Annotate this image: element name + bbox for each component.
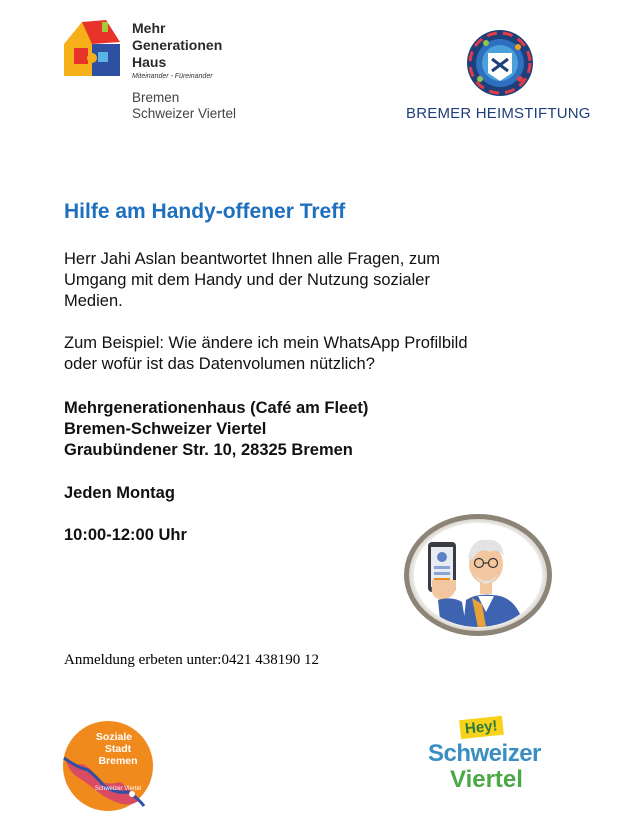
registration-text: Anmeldung erbeten unter:0421 438190 12	[64, 652, 319, 668]
address-line-3: Graubündener Str. 10, 28325 Bremen	[64, 441, 353, 459]
hey-schweizer-viertel-logo	[420, 718, 550, 798]
hey-badge: Hey!	[459, 716, 503, 739]
example-line: oder wofür ist das Datenvolumen nützlich?	[64, 355, 375, 373]
time-text: 10:00-12:00 Uhr	[64, 526, 187, 544]
sss-sub: Schweizer Viertel	[94, 786, 142, 792]
mgh-line2: Generationen	[132, 37, 223, 53]
intro-line: Herr Jahi Aslan beantwortet Ihnen alle Fragen, zum	[64, 250, 441, 268]
bremer-heimstiftung-logo	[400, 25, 600, 125]
sss-line1: Soziale	[95, 731, 133, 743]
day-text: Jeden Montag	[64, 484, 175, 502]
address-line-2: Bremen-Schweizer Viertel	[64, 420, 267, 438]
sss-line2: Stadt	[104, 743, 132, 755]
heimstiftung-emblem-icon	[464, 27, 536, 99]
house-puzzle-icon	[62, 18, 124, 80]
address-line-1: Mehrgenerationenhaus (Café am Fleet)	[64, 399, 369, 417]
intro-line: Medien.	[64, 292, 123, 310]
intro-line: Umgang mit dem Handy und der Nutzung sozialer	[64, 271, 430, 289]
mehrgenerationenhaus-logo	[62, 18, 262, 128]
intro-paragraph	[64, 249, 544, 312]
mgh-district: Schweizer Viertel	[132, 106, 237, 121]
soziale-stadt-bremen-logo	[62, 720, 154, 812]
senior-with-phone-illustration	[402, 512, 554, 638]
bhs-name: BREMER HEIMSTIFTUNG	[406, 105, 591, 122]
sss-line3: Bremen	[98, 755, 138, 767]
example-line: Zum Beispiel: Wie ändere ich mein WhatsApp Profilbild	[64, 334, 468, 352]
mgh-city: Bremen	[132, 90, 180, 105]
mgh-tagline: Miteinander - Füreinander	[132, 73, 213, 80]
example-paragraph	[64, 333, 544, 375]
page-title: Hilfe am Handy-offener Treff	[64, 200, 346, 223]
hey-line1: Schweizer	[428, 740, 541, 767]
mgh-line1: Mehr	[132, 20, 166, 36]
hey-line2: Viertel	[450, 766, 523, 793]
mgh-line3: Haus	[132, 54, 167, 70]
